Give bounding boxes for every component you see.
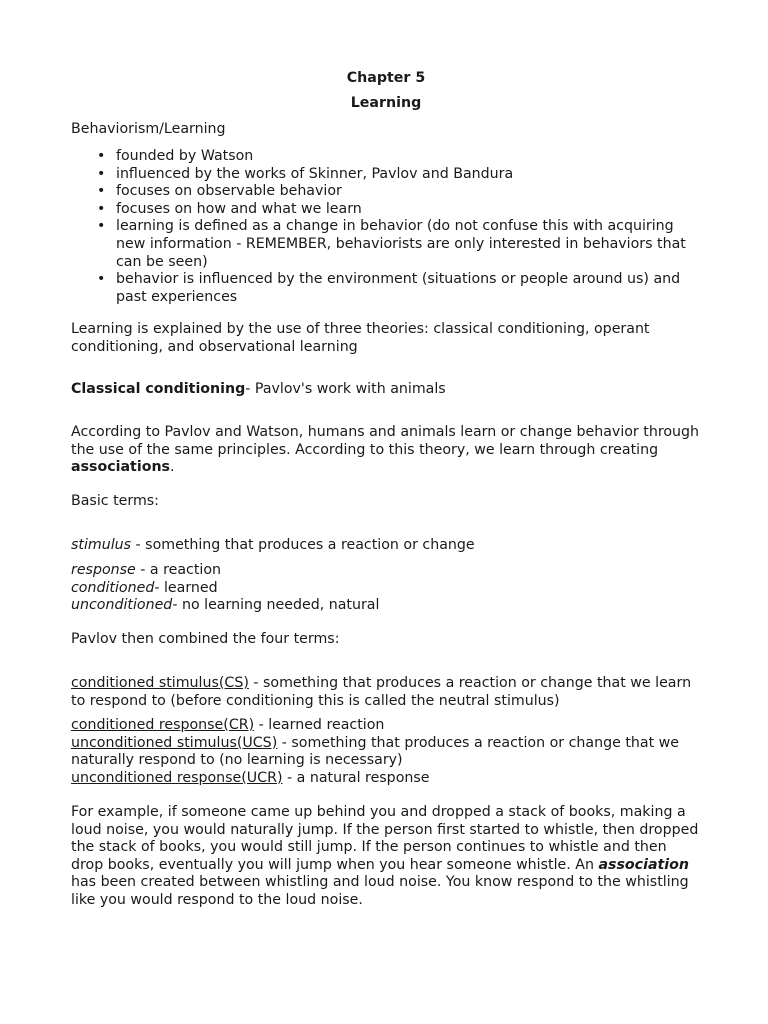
combined-cs — [71, 675, 701, 710]
bullet-item: • behavior is influenced by the environment (situations or people around us) and past experiences — [71, 271, 701, 306]
classical-heading-bold: Classical conditioning — [71, 381, 246, 397]
term-definition: - something that produces a reaction or change that we learn to respond to (before conditioning this is called the neutral stimulus) — [71, 675, 692, 709]
example-text-end: has been created between whistling and loud noise. You know respond to the whistling like you would respond to the loud noise. — [71, 874, 689, 908]
classical-heading — [71, 381, 701, 399]
term-name: unconditioned — [71, 597, 173, 614]
term-stimulus — [71, 537, 701, 555]
term-group — [71, 562, 701, 615]
term-name: stimulus — [71, 537, 132, 553]
classical-para-text: According to Pavlov and Watson, humans and animals learn or change behavior through the use of the same principles. According to this theory, we learn through creating — [71, 424, 700, 458]
term-definition: - no learning needed, natural — [172, 597, 380, 614]
classical-para-end: . — [170, 459, 175, 476]
associations-term: associations — [71, 459, 170, 476]
term-name: response — [71, 562, 136, 578]
example-paragraph — [71, 804, 701, 910]
bullet-item: • influenced by the works of Skinner, Pavlov and Bandura — [71, 166, 701, 184]
term-name: conditioned — [71, 579, 155, 596]
term-definition: - learned — [154, 579, 218, 596]
combined-label: Pavlov then combined the four terms: — [71, 631, 340, 647]
theories-paragraph: Learning is explained by the use of three theories: classical conditioning, operant conditioning, and observational learning — [71, 321, 650, 355]
basic-terms-label: Basic terms: — [71, 493, 159, 509]
term-definition: - a reaction — [135, 562, 222, 578]
classical-heading-rest: - Pavlov's work with animals — [245, 381, 446, 397]
classical-paragraph — [71, 424, 701, 477]
combined-ucr — [71, 770, 701, 788]
term-name: unconditioned response(UCR) — [71, 769, 283, 786]
term-unconditioned — [71, 597, 701, 615]
term-name: conditioned stimulus(CS) — [71, 675, 249, 691]
term-definition: - something that produces a reaction or change that we naturally respond to (no learning is necessary) — [71, 734, 679, 769]
example-text: For example, if someone came up behind you and dropped a stack of books, making a loud noise, you would naturally jump. If the person first started to whistle, then dropped the stack of books, you would still jump. If the person continues to whistle and then drop books, eventually you will jump when you hear someone whistle. An — [71, 804, 699, 873]
bullet-item: • learning is defined as a change in behavior (do not confuse this with acquiring new information - REMEMBER, behaviorists are only interested in behaviors that can be seen) — [71, 218, 701, 271]
chapter-title: Learning — [350, 95, 422, 111]
combined-term-group — [71, 717, 701, 787]
term-name: conditioned response(CR) — [71, 717, 255, 733]
bullet-item: • focuses on how and what we learn — [71, 201, 701, 219]
term-conditioned — [71, 580, 701, 598]
combined-ucs — [71, 735, 701, 770]
combined-cr — [71, 717, 701, 735]
intro-heading: Behaviorism/Learning — [71, 121, 226, 137]
association-term: association — [598, 856, 690, 873]
term-definition: - something that produces a reaction or change — [131, 537, 475, 553]
term-response — [71, 562, 701, 580]
term-definition: - a natural response — [282, 769, 430, 786]
term-definition: - learned reaction — [254, 717, 385, 733]
term-name: unconditioned stimulus(UCS) — [71, 734, 278, 751]
behaviorism-bullet-list — [71, 148, 701, 306]
bullet-item: • focuses on observable behavior — [71, 183, 701, 201]
chapter-number: Chapter 5 — [346, 70, 426, 86]
bullet-item: • founded by Watson — [71, 148, 701, 166]
